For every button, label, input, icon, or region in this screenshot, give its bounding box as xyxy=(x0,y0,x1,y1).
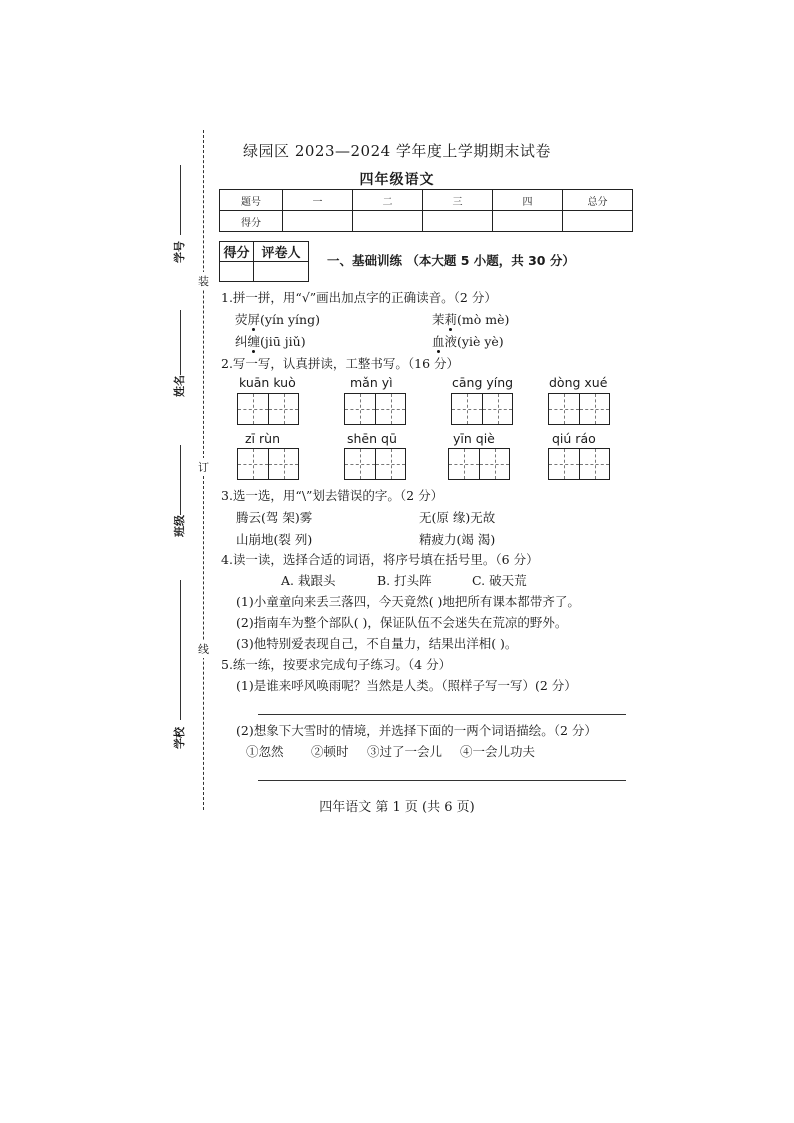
writing-grid[interactable] xyxy=(237,393,299,425)
writing-grid[interactable] xyxy=(344,448,406,480)
q1-prompt: 1.拼一拼，用“√”画出加点字的正确读音。（2 分） xyxy=(221,290,497,305)
score-header-cell: 四 xyxy=(493,190,563,211)
binding-char-zhuang: 装 xyxy=(198,272,209,290)
q3-prompt: 3.选一选，用“\”划去错误的字。（2 分） xyxy=(221,488,444,503)
writing-grid[interactable] xyxy=(548,448,610,480)
q2-pinyin: zī rùn xyxy=(245,431,280,446)
binding-char-ding: 订 xyxy=(198,458,209,476)
q2-pinyin: mǎn yì xyxy=(350,375,393,390)
score-input-cell[interactable] xyxy=(283,211,353,232)
q1-item[interactable]: 茉莉(mò mè) xyxy=(432,312,510,327)
q4-option: C. 破天荒 xyxy=(472,573,527,588)
answer-line[interactable] xyxy=(258,780,626,781)
q5-sub2: (2)想象下大雪时的情境，并选择下面的一两个词语描绘。（2 分） xyxy=(236,723,597,738)
q1-item[interactable]: 血液(yiè yè) xyxy=(432,334,504,349)
q2-pinyin: yīn qiè xyxy=(453,431,495,446)
answer-line[interactable] xyxy=(258,714,626,715)
q4-sentence[interactable]: (1)小童童向来丢三落四，今天竟然( )地把所有课本都带齐了。 xyxy=(236,594,580,609)
q5-word: ④一会儿功夫 xyxy=(460,744,536,759)
score-header-cell: 三 xyxy=(423,190,493,211)
score-table-header-row xyxy=(220,190,633,211)
class-label: 班级 xyxy=(173,515,186,537)
q3-item[interactable]: 山崩地(裂 列) xyxy=(236,532,313,547)
q3-item[interactable]: 精疲力(竭 渴) xyxy=(419,532,496,547)
student-id-label: 学号 xyxy=(173,241,186,263)
q4-option: B. 打头阵 xyxy=(377,573,432,588)
q2-pinyin: dòng xué xyxy=(549,375,608,390)
score-input-cell[interactable] xyxy=(493,211,563,232)
score-input-cell[interactable] xyxy=(423,211,493,232)
q5-word: ③过了一会儿 xyxy=(367,744,443,759)
q3-item[interactable]: 腾云(驾 架)雾 xyxy=(236,510,313,525)
score-header-cell: 题号 xyxy=(220,190,283,211)
writing-grid[interactable] xyxy=(237,448,299,480)
grader-box xyxy=(219,241,309,282)
q2-pinyin: cāng yíng xyxy=(452,375,514,390)
q3-item[interactable]: 无(原 缘)无故 xyxy=(419,510,496,525)
binding-char-xian: 线 xyxy=(198,640,209,658)
score-header-cell: 总分 xyxy=(563,190,633,211)
grader-name-cell[interactable] xyxy=(254,262,309,282)
q2-prompt: 2.写一写，认真拼读，工整书写。（16 分） xyxy=(221,356,460,371)
grader-score-cell[interactable] xyxy=(220,262,254,282)
exam-title: 绿园区 2023—2024 学年度上学期期末试卷 xyxy=(243,142,551,160)
q2-pinyin: qiú ráo xyxy=(552,431,596,446)
q4-prompt: 4.读一读，选择合适的词语，将序号填在括号里。（6 分） xyxy=(221,552,539,567)
score-header-cell: 一 xyxy=(283,190,353,211)
writing-grid[interactable] xyxy=(451,393,513,425)
name-line xyxy=(180,310,181,375)
score-table xyxy=(219,189,633,232)
writing-grid[interactable] xyxy=(548,393,610,425)
score-input-cell[interactable] xyxy=(563,211,633,232)
q5-word: ①忽然 xyxy=(246,744,284,759)
q4-sentence[interactable]: (3)他特别爱表现自己，不自量力，结果出洋相( )。 xyxy=(236,636,518,651)
score-table-score-row xyxy=(220,211,633,232)
school-line xyxy=(180,580,181,720)
writing-grid[interactable] xyxy=(448,448,510,480)
q2-pinyin: shēn qū xyxy=(347,431,397,446)
grader-score-label: 得分 xyxy=(220,242,254,262)
name-label: 姓名 xyxy=(173,375,186,397)
q5-word: ②顿时 xyxy=(311,744,349,759)
q5-sub1: (1)是谁来呼风唤雨呢？当然是人类。（照样子写一写）(2 分） xyxy=(236,678,577,693)
q1-item[interactable]: 荧屏(yín yíng) xyxy=(235,312,320,327)
section-1-heading: 一、基础训练 （本大题 5 小题，共 30 分） xyxy=(327,253,575,268)
school-label: 学校 xyxy=(173,727,186,749)
q1-item[interactable]: 纠缠(jiū jiǔ) xyxy=(235,334,306,349)
exam-subtitle: 四年级语文 xyxy=(359,172,435,188)
q2-pinyin: kuān kuò xyxy=(239,375,296,390)
class-line xyxy=(180,445,181,515)
writing-grid[interactable] xyxy=(344,393,406,425)
grader-name-label: 评卷人 xyxy=(254,242,309,262)
score-header-cell: 二 xyxy=(353,190,423,211)
score-input-cell[interactable] xyxy=(353,211,423,232)
page-footer: 四年语文 第 1 页 (共 6 页) xyxy=(319,800,475,815)
score-row-label: 得分 xyxy=(220,211,283,232)
q4-option: A. 栽跟头 xyxy=(281,573,336,588)
q5-prompt: 5.练一练，按要求完成句子练习。（4 分） xyxy=(221,657,452,672)
q4-sentence[interactable]: (2)指南车为整个部队( )，保证队伍不会迷失在荒凉的野外。 xyxy=(236,615,568,630)
